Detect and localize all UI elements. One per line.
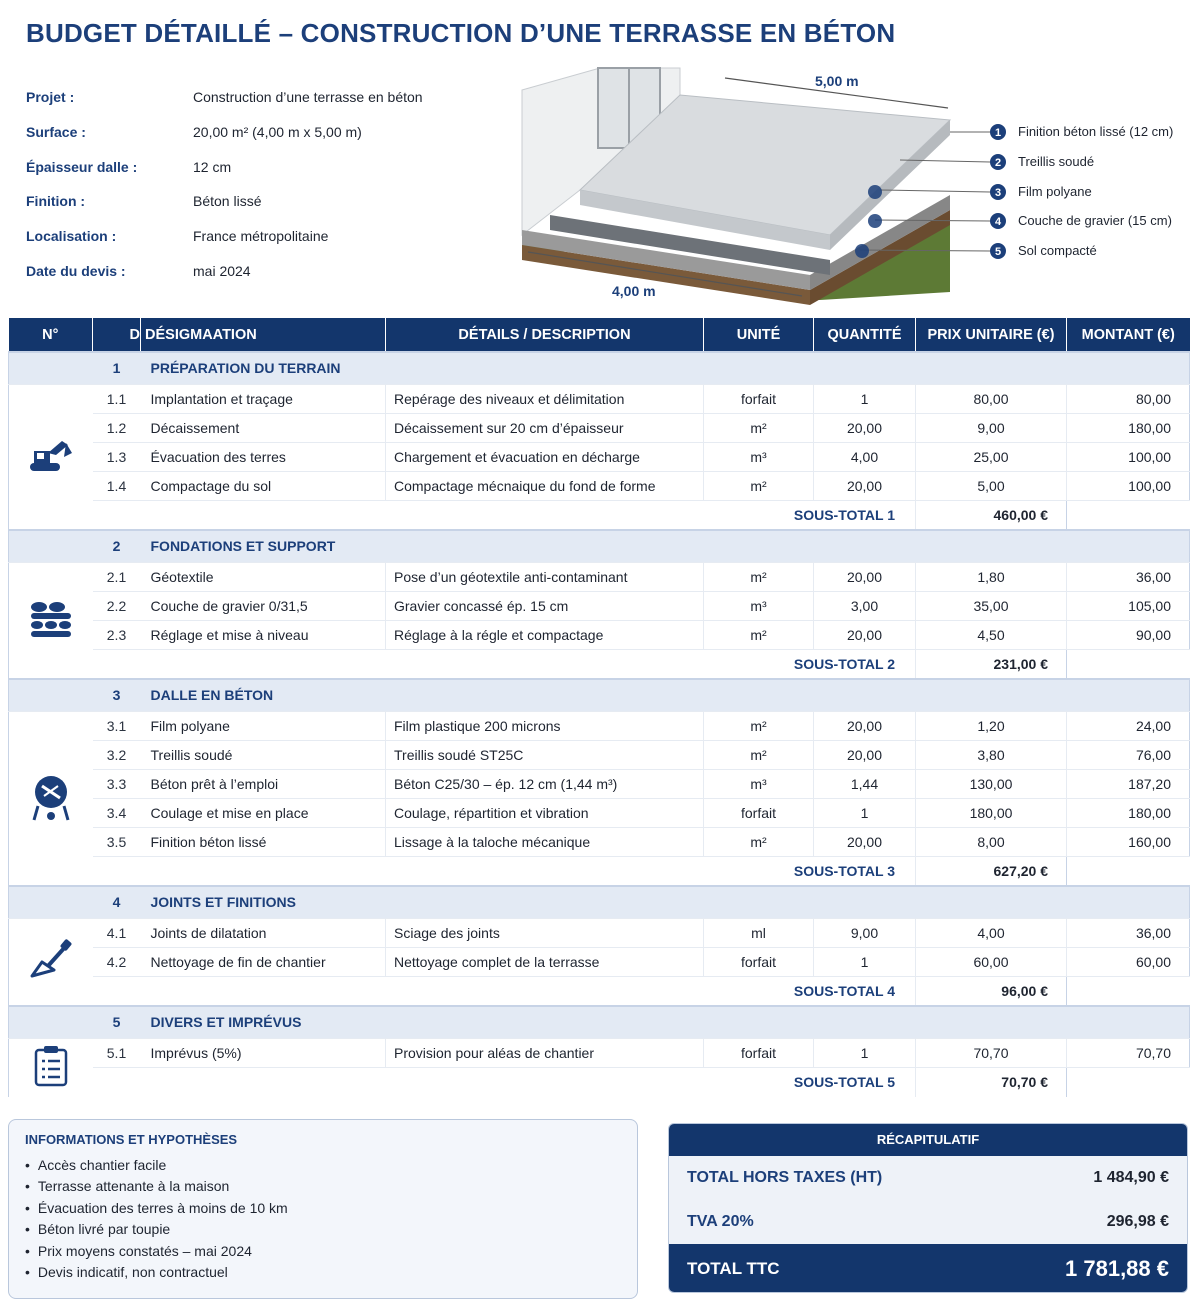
item-unit: m² [704,620,814,649]
table-row [9,471,1190,500]
info-value: Construction d’une terrasse en béton [193,89,423,106]
layer-label: Finition béton lissé (12 cm) [1018,124,1174,139]
item-unit: forfait [704,947,814,976]
list-item: • Prix moyens constatés – mai 2024 [25,1243,621,1264]
info-row-project [26,80,486,115]
item-description: Nettoyage complet de la terrasse [386,947,704,976]
hypotheses-title: INFORMATIONS ET HYPOTHÈSES [25,1132,238,1147]
item-unit: m² [704,562,814,591]
item-amount: 100,00 [1067,442,1190,471]
item-description: Béton C25/30 – ép. 12 cm (1,44 m³) [386,769,704,798]
subtotal-value: 231,00 € [916,649,1067,679]
item-unit-price: 1,80 [916,562,1067,591]
item-quantity: 1 [814,384,916,413]
item-quantity: 9,00 [814,918,916,947]
gravel-layers-icon [27,626,75,642]
item-quantity: 20,00 [814,562,916,591]
item-description: Gravier concassé ép. 15 cm [386,591,704,620]
list-item: • Accès chantier facile [25,1157,621,1178]
subtotal-value: 627,20 € [916,856,1067,886]
item-number: 5.1 [93,1038,141,1067]
item-number: 1.1 [93,384,141,413]
item-unit: m² [704,827,814,856]
table-row [9,384,1190,413]
section-spacer [9,1006,93,1038]
layer-label: Film polyane [1018,184,1092,199]
item-designation: Évacuation des terres [141,442,386,471]
item-designation: Treillis soudé [141,740,386,769]
item-number: 3.5 [93,827,141,856]
list-item: • Devis indicatif, non contractuel [25,1264,621,1285]
trowel-icon [28,969,74,985]
item-number: 1.3 [93,442,141,471]
clipboard-icon [33,1074,69,1090]
table-row [9,827,1190,856]
section-title: FONDATIONS ET SUPPORT [141,530,1190,562]
recap-panel [668,1123,1188,1293]
col-header-num: N° [9,318,93,352]
layer-marker: 4 [994,216,1002,228]
info-value: mai 2024 [193,262,251,279]
section-header-row [9,1006,1190,1038]
item-amount: 70,70 [1067,1038,1190,1067]
table-row [9,620,1190,649]
item-quantity: 1,44 [814,769,916,798]
section-header-row [9,530,1190,562]
table-row [9,1038,1190,1067]
item-quantity: 20,00 [814,711,916,740]
col-header-details: DÉTAILS / DESCRIPTION [386,318,704,352]
item-number: 3.3 [93,769,141,798]
info-value: 20,00 m² (4,00 m x 5,00 m) [193,124,362,141]
item-unit: m² [704,471,814,500]
item-unit: m³ [704,442,814,471]
item-quantity: 20,00 [814,471,916,500]
terrace-illustration [520,60,1190,310]
info-value: Béton lissé [193,193,262,210]
item-quantity: 1 [814,947,916,976]
recap-ttc-label: TOTAL TTC [687,1259,780,1278]
recap-tva-row [669,1200,1187,1244]
item-unit-price: 130,00 [916,769,1067,798]
subtotal-row [9,976,1190,1006]
item-unit-price: 180,00 [916,798,1067,827]
section-number: 4 [93,886,141,918]
item-description: Film plastique 200 microns [386,711,704,740]
item-number: 3.4 [93,798,141,827]
item-unit-price: 70,70 [916,1038,1067,1067]
subtotal-label: SOUS-TOTAL 3 [793,862,895,879]
item-unit: m³ [704,769,814,798]
col-header-amount: MONTANT (€) [1067,318,1190,352]
table-row [9,442,1190,471]
item-designation: Béton prêt à l’emploi [141,769,386,798]
item-quantity: 20,00 [814,413,916,442]
layer-marker: 1 [994,127,1002,139]
recap-ht-row [669,1156,1187,1200]
table-row [9,740,1190,769]
item-designation: Coulage et mise en place [141,798,386,827]
item-designation: Joints de dilatation [141,918,386,947]
item-quantity: 20,00 [814,827,916,856]
section-title: DIVERS ET IMPRÉVUS [141,1006,1190,1038]
info-label: Projet : [26,89,75,106]
hypotheses-list [25,1157,621,1285]
recap-tva-label: TVA 20% [687,1213,754,1230]
col-header-unit: UNITÉ [704,318,814,352]
layer-label: Couche de gravier (15 cm) [1018,213,1172,228]
col-header-designation: DÉSIGMAATION [141,318,386,352]
col-header-unit-price: PRIX UNITAIRE (€) [916,318,1067,352]
item-amount: 180,00 [1067,413,1190,442]
recap-ht-label: TOTAL HORS TAXES (HT) [687,1169,883,1186]
item-amount: 100,00 [1067,471,1190,500]
info-label: Épaisseur dalle : [26,158,138,175]
item-quantity: 1 [814,1038,916,1067]
item-unit-price: 60,00 [916,947,1067,976]
item-amount: 180,00 [1067,798,1190,827]
item-description: Réglage à la régle et compactage [386,620,704,649]
section-icon-cell [9,918,93,1006]
item-number: 2.3 [93,620,141,649]
info-row-location [26,219,486,254]
item-description: Lissage à la taloche mécanique [386,827,704,856]
subtotal-value: 70,70 € [916,1067,1067,1097]
table-row [9,591,1190,620]
dimension-top: 5,00 m [815,73,859,89]
table-row [9,711,1190,740]
item-number: 2.2 [93,591,141,620]
section-number: 2 [93,530,141,562]
list-item: • Béton livré par toupie [25,1221,621,1242]
layer-label: Sol compacté [1018,243,1097,258]
item-amount: 105,00 [1067,591,1190,620]
recap-ht-value: 1 484,90 € [1093,1169,1169,1186]
item-designation: Couche de gravier 0/31,5 [141,591,386,620]
layer-marker: 3 [994,187,1002,199]
item-amount: 60,00 [1067,947,1190,976]
terrace-cross-section-diagram [520,60,1190,310]
table-row [9,413,1190,442]
item-description: Coulage, répartition et vibration [386,798,704,827]
section-number: 1 [93,352,141,384]
item-unit-price: 5,00 [916,471,1067,500]
section-spacer [9,886,93,918]
item-description: Repérage des niveaux et délimitation [386,384,704,413]
table-row [9,798,1190,827]
item-description: Décaissement sur 20 cm d’épaisseur [386,413,704,442]
item-designation: Implantation et traçage [141,384,386,413]
project-info [26,80,486,288]
excavator-icon [28,462,74,478]
budget-table-wrapper [8,318,1189,1097]
info-row-finish [26,184,486,219]
section-icon-cell [9,711,93,886]
item-amount: 187,20 [1067,769,1190,798]
subtotal-row [9,856,1190,886]
section-spacer [9,530,93,562]
item-unit: ml [704,918,814,947]
layer-marker: 2 [994,157,1002,169]
section-icon-cell [9,562,93,679]
budget-table [8,318,1190,1097]
item-unit-price: 9,00 [916,413,1067,442]
item-unit-price: 80,00 [916,384,1067,413]
layer-marker: 5 [994,246,1002,258]
item-amount: 36,00 [1067,918,1190,947]
item-unit-price: 25,00 [916,442,1067,471]
col-header-d: D [93,318,141,352]
section-title: DALLE EN BÉTON [141,679,1190,711]
table-row [9,562,1190,591]
item-description: Chargement et évacuation en décharge [386,442,704,471]
item-unit: m² [704,740,814,769]
item-designation: Compactage du sol [141,471,386,500]
item-quantity: 4,00 [814,442,916,471]
info-row-thickness [26,149,486,184]
item-designation: Réglage et mise à niveau [141,620,386,649]
item-unit: m² [704,711,814,740]
item-amount: 76,00 [1067,740,1190,769]
concrete-mixer-icon [28,809,74,825]
item-unit: m³ [704,591,814,620]
item-number: 4.1 [93,918,141,947]
item-number: 2.1 [93,562,141,591]
item-unit: forfait [704,798,814,827]
item-unit: forfait [704,1038,814,1067]
recap-tva-value: 296,98 € [1106,1213,1169,1230]
subtotal-label: SOUS-TOTAL 2 [793,655,895,672]
section-title: PRÉPARATION DU TERRAIN [141,352,1190,384]
subtotal-value: 460,00 € [916,500,1067,530]
item-designation: Décaissement [141,413,386,442]
item-amount: 90,00 [1067,620,1190,649]
info-value: France métropolitaine [193,228,329,245]
item-unit-price: 3,80 [916,740,1067,769]
item-unit: forfait [704,384,814,413]
section-header-row [9,352,1190,384]
item-amount: 36,00 [1067,562,1190,591]
info-label: Date du devis : [26,262,126,279]
item-designation: Géotextile [141,562,386,591]
list-item: • Évacuation des terres à moins de 10 km [25,1200,621,1221]
item-quantity: 3,00 [814,591,916,620]
item-number: 3.1 [93,711,141,740]
item-designation: Imprévus (5%) [141,1038,386,1067]
hypotheses-panel [8,1119,638,1299]
section-spacer [9,352,93,384]
info-value: 12 cm [193,158,232,175]
item-number: 4.2 [93,947,141,976]
col-header-qty: QUANTITÉ [814,318,916,352]
section-title: JOINTS ET FINITIONS [141,886,1190,918]
subtotal-row [9,500,1190,530]
item-unit-price: 4,50 [916,620,1067,649]
item-description: Pose d’un géotextile anti-contaminant [386,562,704,591]
section-number: 3 [93,679,141,711]
subtotal-label: SOUS-TOTAL 5 [793,1074,895,1091]
item-unit: m² [704,413,814,442]
subtotal-row [9,649,1190,679]
subtotal-label: SOUS-TOTAL 1 [793,506,895,523]
item-designation: Film polyane [141,711,386,740]
table-body [9,352,1190,1097]
info-label: Localisation : [26,228,117,245]
item-quantity: 20,00 [814,620,916,649]
recap-ttc-row [669,1244,1187,1293]
item-description: Sciage des joints [386,918,704,947]
section-header-row [9,886,1190,918]
item-number: 1.4 [93,471,141,500]
item-number: 3.2 [93,740,141,769]
table-row [9,947,1190,976]
item-designation: Nettoyage de fin de chantier [141,947,386,976]
item-description: Provision pour aléas de chantier [386,1038,704,1067]
recap-title: RÉCAPITULATIF [669,1124,1187,1156]
table-row [9,769,1190,798]
item-description: Compactage mécnaique du fond de forme [386,471,704,500]
item-quantity: 1 [814,798,916,827]
item-designation: Finition béton lissé [141,827,386,856]
subtotal-value: 96,00 € [916,976,1067,1006]
section-icon-cell [9,384,93,530]
info-label: Surface : [26,124,86,141]
item-amount: 160,00 [1067,827,1190,856]
section-icon-cell [9,1038,93,1097]
table-row [9,918,1190,947]
section-header-row [9,679,1190,711]
item-amount: 80,00 [1067,384,1190,413]
section-spacer [9,679,93,711]
info-row-date [26,253,486,288]
recap-ttc-value: 1 781,88 € [1065,1256,1169,1281]
subtotal-label: SOUS-TOTAL 4 [793,982,895,999]
subtotal-row [9,1067,1190,1097]
info-label: Finition : [26,193,86,210]
item-description: Treillis soudé ST25C [386,740,704,769]
table-header-row [9,318,1190,352]
section-number: 5 [93,1006,141,1038]
list-item: • Terrasse attenante à la maison [25,1178,621,1199]
item-unit-price: 4,00 [916,918,1067,947]
item-unit-price: 8,00 [916,827,1067,856]
item-amount: 24,00 [1067,711,1190,740]
dimension-bottom: 4,00 m [612,283,656,299]
layer-label: Treillis soudé [1018,154,1095,169]
page-title: BUDGET DÉTAILLÉ – CONSTRUCTION D’UNE TERRASSE EN BÉTON [26,18,896,48]
info-row-surface [26,115,486,150]
item-unit-price: 35,00 [916,591,1067,620]
item-unit-price: 1,20 [916,711,1067,740]
item-number: 1.2 [93,413,141,442]
item-quantity: 20,00 [814,740,916,769]
